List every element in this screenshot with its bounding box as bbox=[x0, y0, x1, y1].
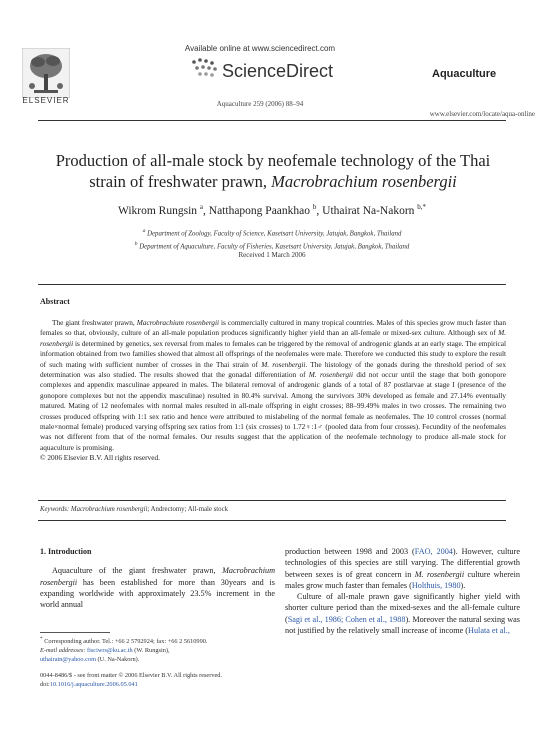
title-line-2 bbox=[36, 171, 510, 192]
keywords-bottom-divider bbox=[38, 520, 506, 521]
title-line-1: Production of all-male stock by neofemale technology of the Thai bbox=[55, 151, 491, 170]
keywords-top-divider bbox=[38, 500, 506, 501]
abstract-heading: Abstract bbox=[40, 297, 70, 306]
intro-paragraph bbox=[40, 565, 275, 610]
journal-url-link[interactable]: www.elsevier.com/locate/aqua-online bbox=[429, 110, 535, 118]
affil-marker: b bbox=[134, 241, 138, 248]
publisher-name: ELSEVIER bbox=[22, 96, 70, 105]
title-species-name: Macrobrachium rosenbergii bbox=[271, 172, 457, 191]
abstract-top-divider bbox=[38, 284, 506, 285]
journal-citation: Aquaculture 259 (2006) 88–94 bbox=[216, 100, 304, 108]
body-text: production between 1998 and 2003 ( bbox=[285, 547, 415, 556]
email-link[interactable]: uthairatn@yahoo.com bbox=[40, 656, 96, 664]
available-online-text: Available online at www.sciencedirect.com bbox=[184, 44, 336, 53]
footnote-text: Corresponding author. Tel.: +66 2 5792924; fax: +66 2 5610990. bbox=[42, 638, 208, 646]
abstract-text: did not occur until the stage that both gonopore complexes and appendix masculinae appeared in males. The bilateral removal of androgenic glands of a total of 87 postlarvae at stage I (presence of the gonopore complexes but not the appendix masculinae) resulted in 80.4% survival. Among the survivors 30% developed as female and 27.14% eventually matured. Mating of 12 neofemales with normal males resulted in all-male offspring in eight crosses; 88–99.49% males in two crosses. The remaining two crosses produced offspring with 1:1 sex ratio and hence were attributed to mislabeling of the normal female as neofemales. The 10 control crosses (normal male×normal female) produced varying offspring sex ratios from 1:1 (six crosses) to 1.72♀:1♂ (pooled data from four crosses). Fecundity of the neofemales was not different from that of the normal females. Our results suggest that the application of the neofemale technology to produce all-male stock for aquaculture is promising. bbox=[40, 370, 506, 452]
doi-line bbox=[40, 680, 280, 689]
footnote bbox=[40, 635, 275, 664]
body-text: ). However, culture technologies of this species are still varying. The differential growth between sexes is of great concern in bbox=[285, 547, 520, 579]
abstract-species: M. rosenbergii bbox=[40, 328, 506, 348]
affil-marker: a bbox=[142, 228, 146, 234]
affil-text: Department of Zoology, Faculty of Science, Kasetsart University, Jatujak, Bangkok, Thailand bbox=[147, 230, 402, 238]
abstract-text: The giant freshwater prawn, bbox=[52, 318, 137, 327]
email-link[interactable]: fisciwrs@ku.ac.th bbox=[87, 647, 133, 655]
abstract-species: M. rosenbergii bbox=[261, 359, 306, 369]
email-label: E-mail addresses: bbox=[40, 647, 87, 655]
author-name: Wikrom Rungsin bbox=[117, 204, 198, 217]
author-list: Wikrom Rungsin $^a$, Natthapong Paankhao $^b$, Uthairat Na-Nakorn $^{b,*}$ bbox=[117, 203, 427, 217]
body-text: ). Moreover the natural sexing was not justified by the relatively small increase of income ( bbox=[285, 614, 520, 636]
reference-link[interactable]: Hulata et al., bbox=[468, 626, 510, 636]
body-text: culture wherein males grow much faster than females ( bbox=[285, 569, 520, 590]
body-text: has been established for more than 30years and is expanding worldwide with approximately 23.5% increment in the world annual bbox=[40, 577, 275, 610]
author-affil-sup: b,* bbox=[417, 203, 427, 211]
author-affil-sup: a bbox=[199, 203, 204, 211]
right-column bbox=[285, 546, 520, 636]
abstract-species: Macrobrachium rosenbergii bbox=[136, 318, 219, 327]
abstract-text: . The histology of the gonads during the threshold period of sex determination was also studied. The results showed that the gonadal differentiation of bbox=[40, 359, 506, 380]
keyword: Macrobrachium rosenbergii bbox=[70, 506, 148, 513]
email-line bbox=[40, 646, 275, 655]
received-date: Received 1 March 2006 bbox=[238, 251, 306, 259]
email-owner: (W. Rungsin), bbox=[132, 647, 170, 655]
reference-link[interactable]: Holthuis, 1980 bbox=[411, 580, 461, 590]
body-text: Culture of all-male prawn gave significantly higher yield with shorter culture period than the mixed-sexes and the all-female culture ( bbox=[285, 592, 520, 624]
footnote-marker: * bbox=[40, 636, 43, 642]
reference-link[interactable]: FAO, 2004 bbox=[414, 547, 453, 556]
doi-label: doi: bbox=[40, 681, 50, 689]
body-text: Aquaculture of the giant freshwater prawn, bbox=[52, 566, 223, 576]
header-divider bbox=[38, 120, 506, 121]
abstract-copyright: © 2006 Elsevier B.V. All rights reserved. bbox=[40, 453, 160, 463]
abstract-text: is commercially cultured in many tropical countries. Males of this species grow much faster than females so that, obviously, culture of an all-male population produces significantly higher yield than an all-female or mixed-sex culture. Although sex of bbox=[40, 318, 506, 338]
affiliation-a bbox=[40, 226, 504, 239]
author-name: Natthapong Paankhao bbox=[208, 204, 311, 217]
sciencedirect-dots-logo bbox=[190, 56, 220, 85]
email-owner: (U. Na-Nakorn). bbox=[95, 656, 140, 664]
doi-link[interactable]: 10.1016/j.aquaculture.2006.05.041 bbox=[49, 681, 138, 689]
elsevier-tree-logo bbox=[22, 48, 70, 98]
issn-line: 0044-8486/$ - see front matter © 2006 Elsevier B.V. All rights reserved. bbox=[40, 672, 222, 679]
body-species: Macrobrachium rosenbergii bbox=[40, 566, 275, 587]
intro-heading: 1. Introduction bbox=[40, 547, 92, 556]
abstract-species: M. rosenbergii bbox=[308, 370, 354, 380]
abstract-paragraph bbox=[40, 318, 506, 453]
corresponding-author bbox=[40, 635, 275, 646]
title-line-2-text: strain of freshwater prawn, bbox=[89, 172, 272, 191]
email-line bbox=[40, 655, 275, 664]
body-paragraph bbox=[285, 591, 520, 636]
sciencedirect-wordmark: ScienceDirect bbox=[222, 61, 334, 81]
author-name: Uthairat Na-Nakorn bbox=[322, 204, 415, 217]
reference-link[interactable]: Sagi et al., 1986; Cohen et al., 1988 bbox=[287, 614, 406, 624]
affiliations bbox=[40, 226, 504, 253]
abstract-body bbox=[40, 318, 506, 464]
body-paragraph bbox=[285, 546, 520, 591]
issn-block bbox=[40, 671, 280, 689]
abstract-text: is determined by genetics, sex reversal from males to females can be triggered by the removal of androgenic glands at an early stage. The empirical information obtained from two families showed that almost all offsprings of the neofemales were male. Therefore we conducted this study to explore the result of such mating with sufficient number of crosses in the Thai strain of bbox=[40, 338, 506, 369]
author-affil-sup: b bbox=[312, 203, 317, 211]
body-text: ). bbox=[460, 580, 466, 590]
keywords-label: Keywords: bbox=[40, 506, 71, 513]
journal-brand: Aquaculture bbox=[432, 68, 497, 80]
left-column bbox=[40, 546, 275, 610]
article-title bbox=[36, 150, 510, 192]
body-species: M. rosenbergii bbox=[414, 569, 465, 579]
footnote-divider bbox=[40, 632, 110, 633]
keywords-rest: ; Andrectomy; All-male stock bbox=[147, 506, 228, 513]
affil-text: Department of Aquaculture, Faculty of Fisheries, Kasetsart University, Jatujak, Bangkok, Thailand bbox=[139, 243, 410, 251]
keywords bbox=[40, 506, 506, 513]
